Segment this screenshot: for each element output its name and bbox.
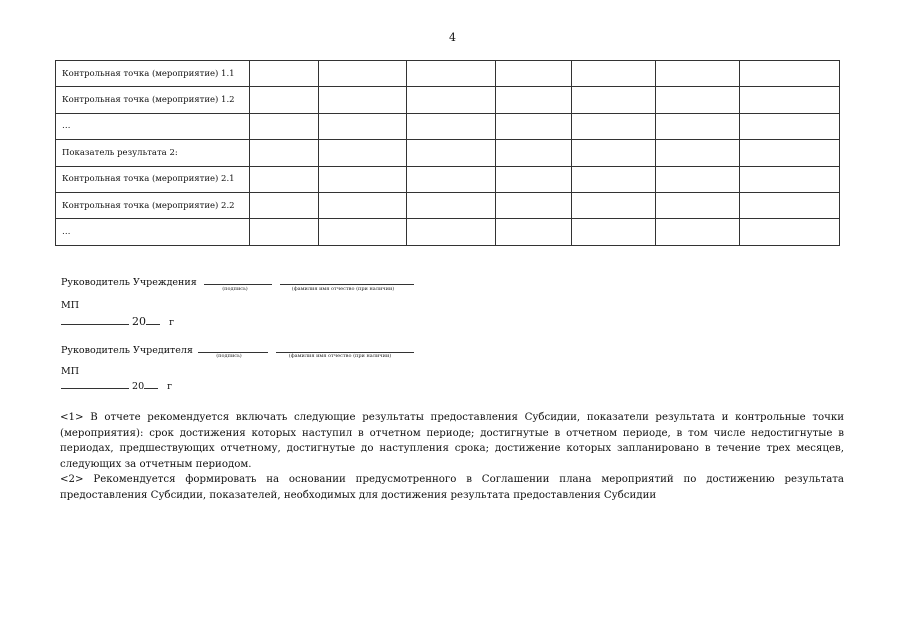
date-line [61,378,172,392]
stamp-label: МП [61,300,80,311]
year-prefix: 20 [132,381,145,392]
name-caption: (фамилия имя отчество (при наличии) [288,353,392,359]
name-line [280,274,414,285]
results-table [55,60,840,246]
row-label: Контрольная точка (мероприятие) 2.2 [56,192,250,218]
year-line [146,314,160,325]
name-caption: (фамилия имя отчество (при наличии) [291,286,395,292]
year-line [144,378,158,389]
date-line [61,314,174,328]
signature-caption: (подпись) [216,353,242,359]
day-month-line [61,314,129,325]
signature-caption: (подпись) [222,286,248,292]
row-label: Контрольная точка (мероприятие) 2.1 [56,166,250,192]
table-row [56,166,840,192]
page-number: 4 [449,31,456,44]
stamp-label: МП [61,366,80,377]
row-label: Контрольная точка (мероприятие) 1.2 [56,87,250,113]
row-label: … [56,219,250,245]
signature-line [198,342,268,353]
table-row [56,192,840,218]
footnotes [60,410,844,503]
year-prefix: 20 [132,315,147,328]
table-row [56,61,840,87]
footnote-1: <1> В отчете рекомендуется включать следующие результаты предоставления Субсидии, показатели результата и контрольные точки (мероприятия): срок достижения которых наступил в отчетном периоде; достигнутые в отчетном периоде, в том числе недостигнутые в периодах, предшествующих отчетному, достигнутые до наступления срока; достижение которых запланировано в течение трех месяцев, следующих за отчетным периодом. [60,412,844,470]
row-label: Показатель результата 2: [56,140,250,166]
day-month-line [61,378,129,389]
institution-head-label: Руководитель Учреждения [61,277,197,288]
table-row [56,113,840,139]
table-row [56,219,840,245]
table-row [56,87,840,113]
signature-line [204,274,272,285]
footnote-2: <2> Рекомендуется формировать на основании предусмотренного в Соглашении плана мероприятий по достижению результата предоставления Субсидии, показателей, необходимых для достижения результата предоставления Субсидии [60,474,844,501]
row-label: … [56,113,250,139]
name-line [276,342,414,353]
founder-head-label: Руководитель Учредителя [61,345,193,356]
row-label: Контрольная точка (мероприятие) 1.1 [56,61,250,87]
year-suffix: г [167,381,173,392]
year-suffix: г [169,317,175,328]
table-row [56,140,840,166]
